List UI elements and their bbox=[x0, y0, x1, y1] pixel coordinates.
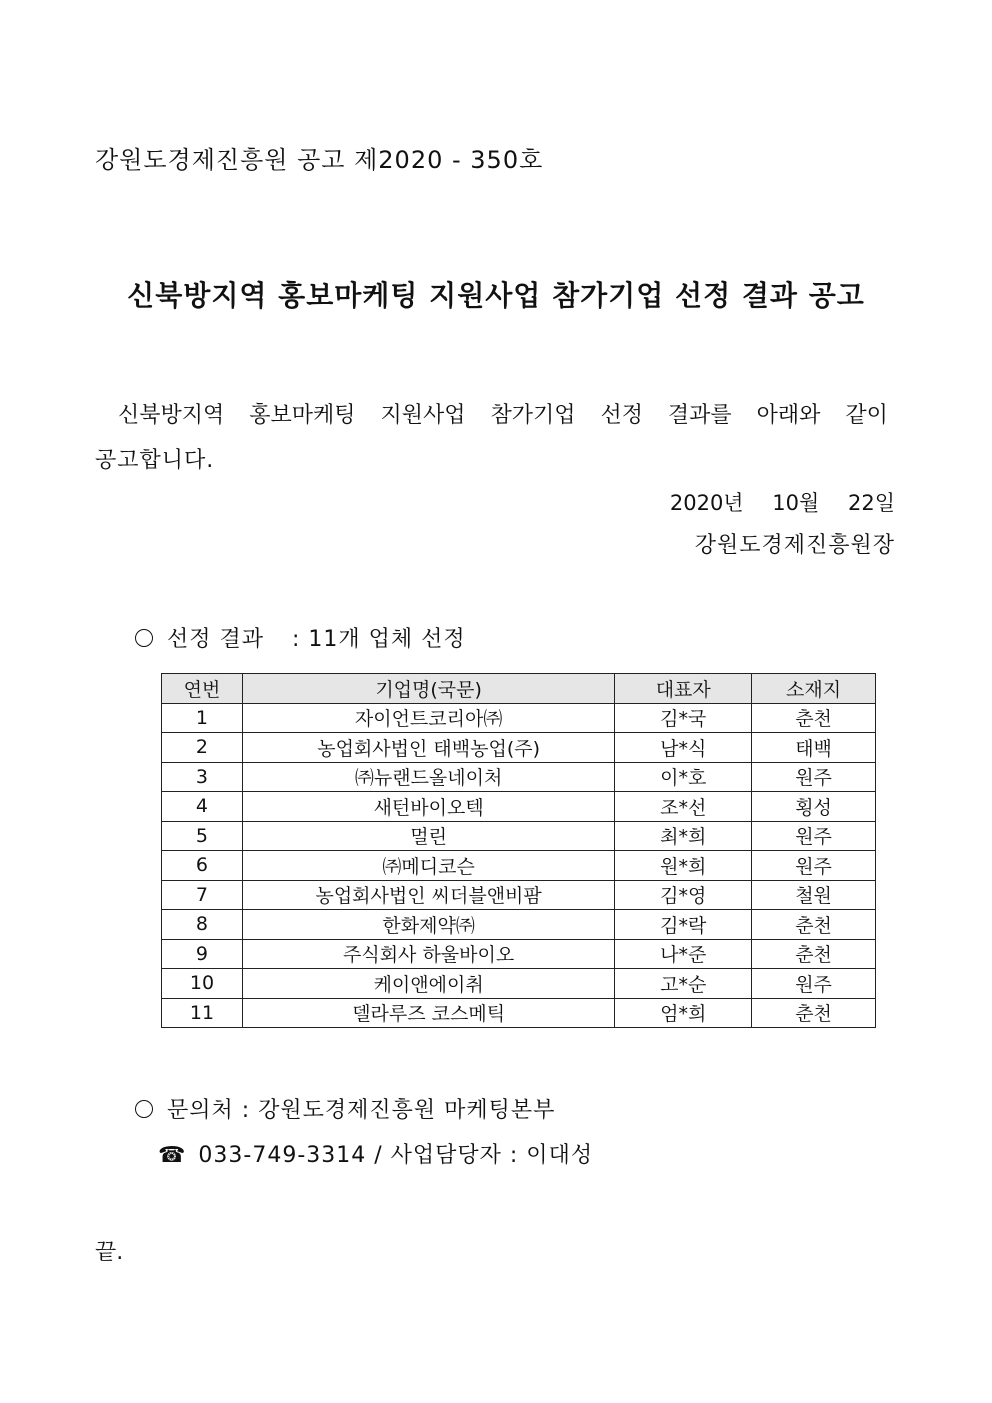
cell-representative: 최*희 bbox=[615, 821, 752, 851]
intro-word: 같이 bbox=[845, 403, 888, 428]
cell-location: 춘천 bbox=[752, 703, 876, 733]
cell-number: 10 bbox=[162, 969, 243, 999]
table-row bbox=[162, 703, 876, 733]
table-row bbox=[162, 910, 876, 940]
cell-location: 횡성 bbox=[752, 792, 876, 822]
notice-number: 강원도경제진흥원 공고 제2020 - 350호 bbox=[95, 146, 544, 174]
cell-company: 농업회사법인 태백농업(주) bbox=[242, 733, 614, 763]
selection-heading bbox=[135, 622, 466, 653]
cell-company: 델라루즈 코스메틱 bbox=[242, 998, 614, 1028]
date-month: 10월 bbox=[772, 491, 820, 515]
cell-company: 케이앤에이취 bbox=[242, 969, 614, 999]
cell-company: 농업회사법인 씨더블앤비팜 bbox=[242, 880, 614, 910]
cell-number: 7 bbox=[162, 880, 243, 910]
cell-representative: 김*락 bbox=[615, 910, 752, 940]
cell-location: 원주 bbox=[752, 821, 876, 851]
intro-word: 선정 bbox=[600, 403, 643, 428]
document-title: 신북방지역 홍보마케팅 지원사업 참가기업 선정 결과 공고 bbox=[127, 279, 865, 312]
column-header-company: 기업명(국문) bbox=[242, 674, 614, 704]
cell-company: 주식회사 하울바이오 bbox=[242, 939, 614, 969]
cell-location: 태백 bbox=[752, 733, 876, 763]
circle-bullet-icon bbox=[135, 1100, 153, 1118]
table-row bbox=[162, 998, 876, 1028]
cell-location: 원주 bbox=[752, 851, 876, 881]
cell-number: 8 bbox=[162, 910, 243, 940]
table-row bbox=[162, 939, 876, 969]
cell-number: 1 bbox=[162, 703, 243, 733]
date-year: 2020년 bbox=[669, 491, 744, 515]
cell-number: 11 bbox=[162, 998, 243, 1028]
cell-location: 춘천 bbox=[752, 939, 876, 969]
cell-location: 원주 bbox=[752, 762, 876, 792]
phone-icon: ☎ bbox=[158, 1143, 187, 1168]
issuer: 강원도경제진흥원장 bbox=[694, 533, 895, 558]
cell-representative: 김*영 bbox=[615, 880, 752, 910]
table-header-row bbox=[162, 674, 876, 704]
table-row bbox=[162, 880, 876, 910]
selection-label: 선정 결과 bbox=[167, 627, 265, 652]
circle-bullet-icon bbox=[135, 629, 153, 647]
intro-paragraph-line1 bbox=[118, 398, 888, 429]
cell-representative: 이*호 bbox=[615, 762, 752, 792]
end-mark: 끝. bbox=[95, 1240, 124, 1265]
intro-paragraph-line2: 공고합니다. bbox=[95, 448, 215, 473]
cell-company: 멀린 bbox=[242, 821, 614, 851]
cell-location: 춘천 bbox=[752, 910, 876, 940]
cell-number: 6 bbox=[162, 851, 243, 881]
cell-number: 3 bbox=[162, 762, 243, 792]
cell-representative: 조*선 bbox=[615, 792, 752, 822]
cell-company: 자이언트코리아㈜ bbox=[242, 703, 614, 733]
cell-number: 2 bbox=[162, 733, 243, 763]
cell-location: 춘천 bbox=[752, 998, 876, 1028]
cell-company: 새턴바이오텍 bbox=[242, 792, 614, 822]
contact-heading-text: 문의처 : 강원도경제진흥원 마케팅본부 bbox=[167, 1098, 556, 1123]
cell-representative: 엄*희 bbox=[615, 998, 752, 1028]
cell-company: ㈜뉴랜드올네이처 bbox=[242, 762, 614, 792]
intro-word: 결과를 bbox=[667, 403, 732, 428]
table-row bbox=[162, 792, 876, 822]
table-row bbox=[162, 851, 876, 881]
cell-number: 5 bbox=[162, 821, 243, 851]
cell-number: 4 bbox=[162, 792, 243, 822]
cell-company: ㈜메디코슨 bbox=[242, 851, 614, 881]
contact-phone-text: 033-749-3314 / 사업담당자 : 이대성 bbox=[198, 1143, 594, 1168]
intro-word: 신북방지역 bbox=[118, 403, 225, 428]
table-row bbox=[162, 733, 876, 763]
table-row bbox=[162, 969, 876, 999]
cell-representative: 남*식 bbox=[615, 733, 752, 763]
intro-word: 참가기업 bbox=[490, 403, 576, 428]
cell-representative: 원*희 bbox=[615, 851, 752, 881]
intro-word: 아래와 bbox=[756, 403, 821, 428]
cell-location: 원주 bbox=[752, 969, 876, 999]
cell-location: 철원 bbox=[752, 880, 876, 910]
column-header-number: 연번 bbox=[162, 674, 243, 704]
table-row bbox=[162, 821, 876, 851]
table-row bbox=[162, 762, 876, 792]
cell-company: 한화제약㈜ bbox=[242, 910, 614, 940]
cell-representative: 나*준 bbox=[615, 939, 752, 969]
column-header-location: 소재지 bbox=[752, 674, 876, 704]
selection-summary: : 11개 업체 선정 bbox=[292, 627, 466, 652]
intro-word: 지원사업 bbox=[380, 403, 466, 428]
cell-representative: 고*순 bbox=[615, 969, 752, 999]
notice-date bbox=[648, 487, 895, 517]
contact-phone-line bbox=[158, 1138, 593, 1169]
cell-representative: 김*국 bbox=[615, 703, 752, 733]
intro-word: 홍보마케팅 bbox=[249, 403, 356, 428]
contact-heading bbox=[135, 1093, 555, 1124]
date-day: 22일 bbox=[847, 491, 895, 515]
column-header-representative: 대표자 bbox=[615, 674, 752, 704]
cell-number: 9 bbox=[162, 939, 243, 969]
selection-result-table bbox=[161, 673, 876, 1028]
